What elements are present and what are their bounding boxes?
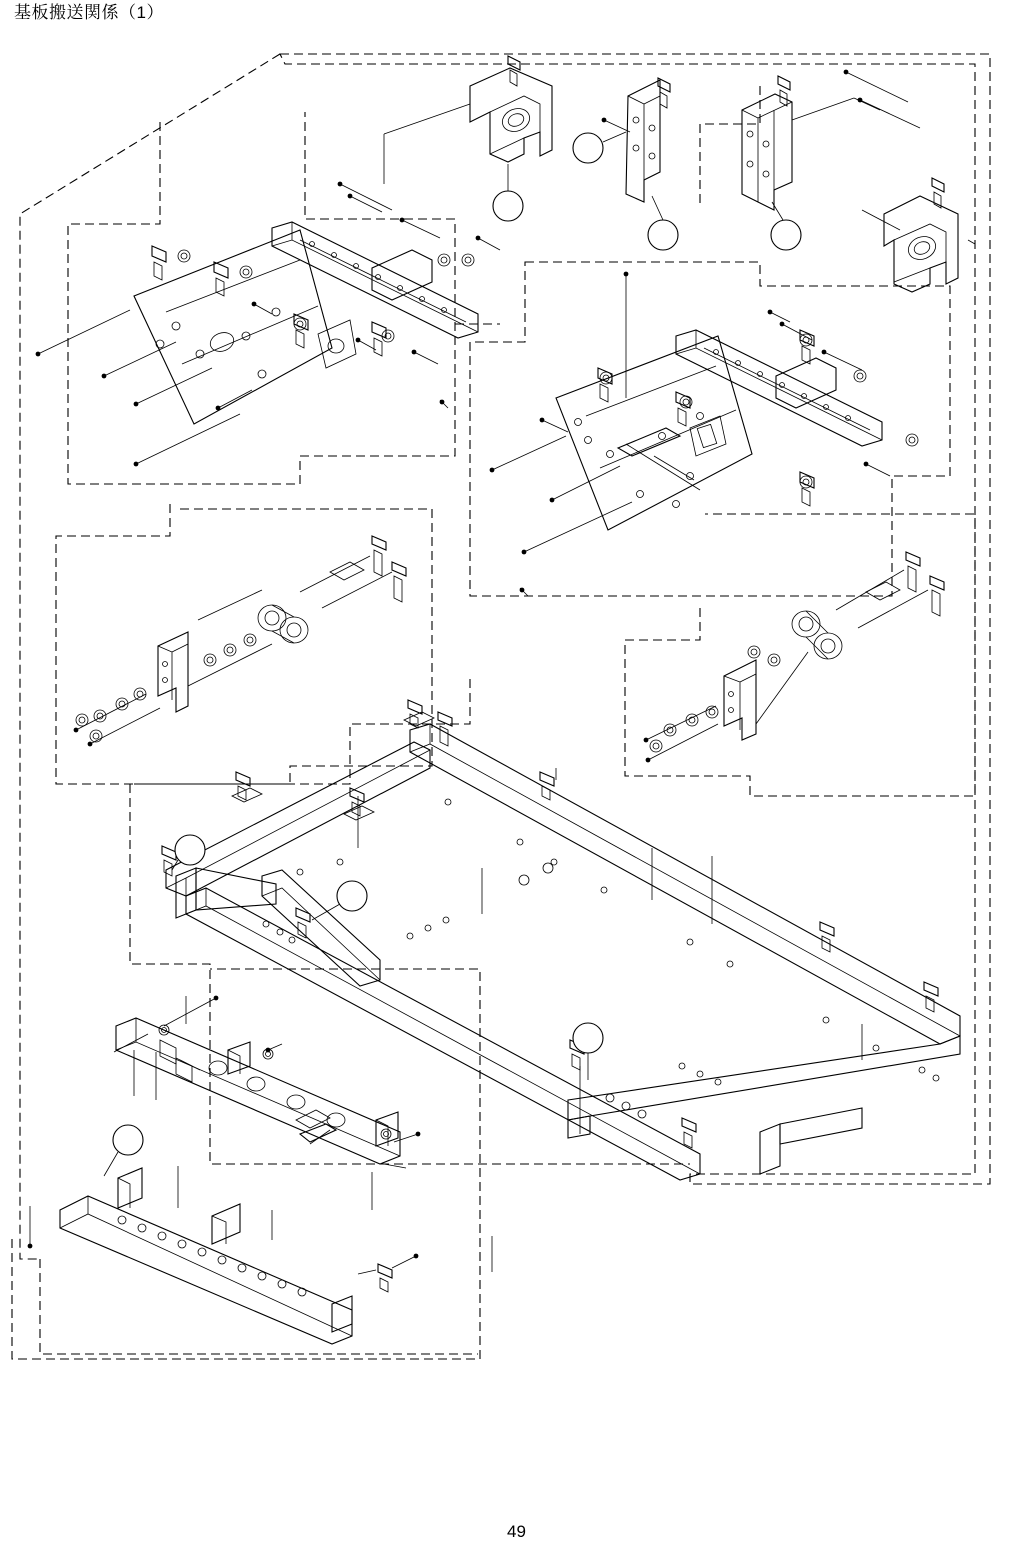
part-clamp-bracket-d [884, 196, 958, 292]
fasteners-lower [28, 996, 421, 1292]
part-roller-bracket-right [724, 660, 756, 740]
balloon-b8[interactable] [104, 1125, 143, 1176]
balloon-b3[interactable] [648, 196, 678, 250]
part-clamp-bracket-a [470, 68, 552, 162]
balloon-b4[interactable] [771, 202, 801, 250]
part-bracket-b [626, 80, 660, 202]
fasteners-upper-right [490, 272, 918, 596]
part-linear-rail-right [676, 330, 882, 446]
group-outline-upper-left [68, 112, 500, 484]
group-outline-main [12, 54, 990, 1359]
leader-lines-top [384, 70, 975, 244]
balloon-b1[interactable] [493, 164, 523, 221]
part-main-frame [166, 724, 960, 1180]
part-plate-left [134, 230, 356, 424]
fasteners-frame [162, 700, 938, 1272]
part-roller-left [258, 605, 308, 643]
part-conveyor-rail-lower [60, 1168, 352, 1344]
group-outline-right-roller [625, 514, 975, 796]
fasteners-left-roller [74, 536, 406, 746]
part-bracket-c [742, 94, 792, 210]
part-screw-top-d [932, 178, 944, 208]
part-conveyor-rail-upper [116, 1018, 400, 1164]
balloon-b6[interactable] [312, 881, 367, 920]
part-roller-bracket-left [158, 632, 188, 712]
exploded-assembly-drawing [0, 24, 1033, 1364]
group-outline-upper-right [470, 86, 950, 596]
page-title: 基板搬送関係（1） [14, 3, 164, 22]
balloon-b2[interactable] [573, 132, 626, 163]
page-number: 49 [507, 1522, 526, 1541]
part-plate-right [556, 336, 752, 530]
part-roller-right [792, 611, 842, 659]
part-screw-top-c [778, 76, 790, 106]
fasteners-right-roller [644, 552, 944, 762]
